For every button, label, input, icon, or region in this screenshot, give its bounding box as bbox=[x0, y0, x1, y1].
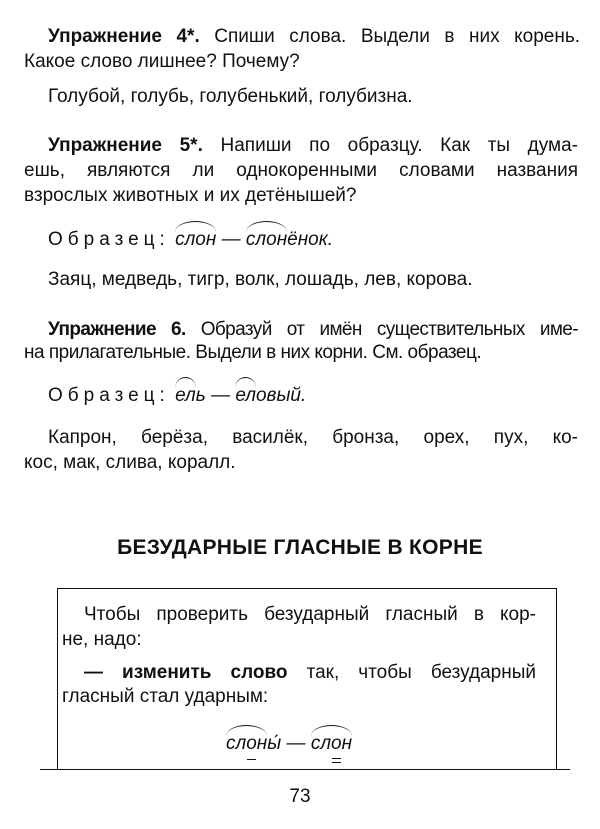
stressed-ending: ы́ bbox=[267, 733, 282, 754]
text: так, чтобы безударный bbox=[306, 662, 536, 683]
unstressed-vowel: о bbox=[246, 733, 257, 754]
root: ел bbox=[235, 385, 256, 406]
letters: н bbox=[256, 733, 268, 754]
section-title: БЕЗУДАРНЫЕ ГЛАСНЫЕ В КОРНЕ bbox=[117, 536, 483, 559]
exercise-label: Упражнение 5*. bbox=[48, 135, 203, 156]
ex6-words2: кос, мак, слива, коралл. bbox=[24, 452, 236, 473]
text: Спиши слова. Выдели в них корень. bbox=[214, 26, 581, 47]
dash: — bbox=[221, 229, 241, 250]
ex5-line2: ешь, являются ли однокоренными словами названия bbox=[24, 160, 578, 181]
ex4-line2: Какое слово лишнее? Почему? bbox=[24, 51, 300, 72]
suffix: ёнок. bbox=[287, 229, 333, 250]
root: слон bbox=[175, 229, 217, 250]
root bbox=[226, 732, 267, 756]
rule-key-phrase: изменить слово bbox=[122, 662, 288, 683]
ex6-line2: на прилагательные. Выдели в них корни. См. образец. bbox=[24, 342, 482, 363]
exercise-label: Упражнение 4*. bbox=[48, 26, 200, 47]
rule-line4: гласный стал ударным: bbox=[62, 686, 269, 707]
sample-label: Образец: bbox=[48, 229, 170, 250]
ending: ь bbox=[195, 385, 206, 406]
suffix: овый. bbox=[255, 385, 307, 406]
page-number: 73 bbox=[289, 786, 311, 807]
sample-label: Образец: bbox=[48, 385, 170, 406]
rule-line1: Чтобы проверить безударный гласный в кор- bbox=[84, 604, 536, 625]
rule-line2: не, надо: bbox=[62, 629, 142, 650]
letters: сл bbox=[310, 733, 332, 754]
stressed-vowel: о bbox=[331, 733, 342, 754]
dash: — bbox=[84, 662, 103, 683]
ex5-line3: взрослых животных и их детёнышей? bbox=[24, 185, 357, 206]
rule-line3 bbox=[84, 661, 536, 685]
root: слон bbox=[245, 229, 288, 250]
ex4-line1 bbox=[48, 25, 580, 49]
ex6-words1: Капрон, берёза, василёк, бронза, орех, пух, ко- bbox=[48, 427, 578, 448]
ex4-words: Голубой, голубь, голубенький, голубизна. bbox=[48, 86, 413, 107]
root: ел bbox=[175, 385, 196, 406]
letters: н bbox=[341, 733, 353, 754]
text: Напиши по образцу. Как ты дума- bbox=[220, 135, 579, 156]
footer-divider bbox=[40, 769, 570, 770]
root bbox=[311, 732, 352, 756]
dash: — bbox=[211, 385, 231, 406]
letters: сл bbox=[226, 733, 247, 754]
rule-example bbox=[226, 732, 352, 756]
ex6-line1 bbox=[48, 318, 578, 342]
ex5-line1 bbox=[48, 134, 578, 158]
ex6-sample bbox=[48, 384, 306, 408]
text: Образуй от имён существительных име- bbox=[200, 319, 578, 340]
dash: — bbox=[286, 733, 306, 754]
exercise-label: Упражнение 6. bbox=[48, 319, 186, 340]
ex5-words: Заяц, медведь, тигр, волк, лошадь, лев, корова. bbox=[48, 269, 473, 290]
ex5-sample bbox=[48, 228, 333, 252]
